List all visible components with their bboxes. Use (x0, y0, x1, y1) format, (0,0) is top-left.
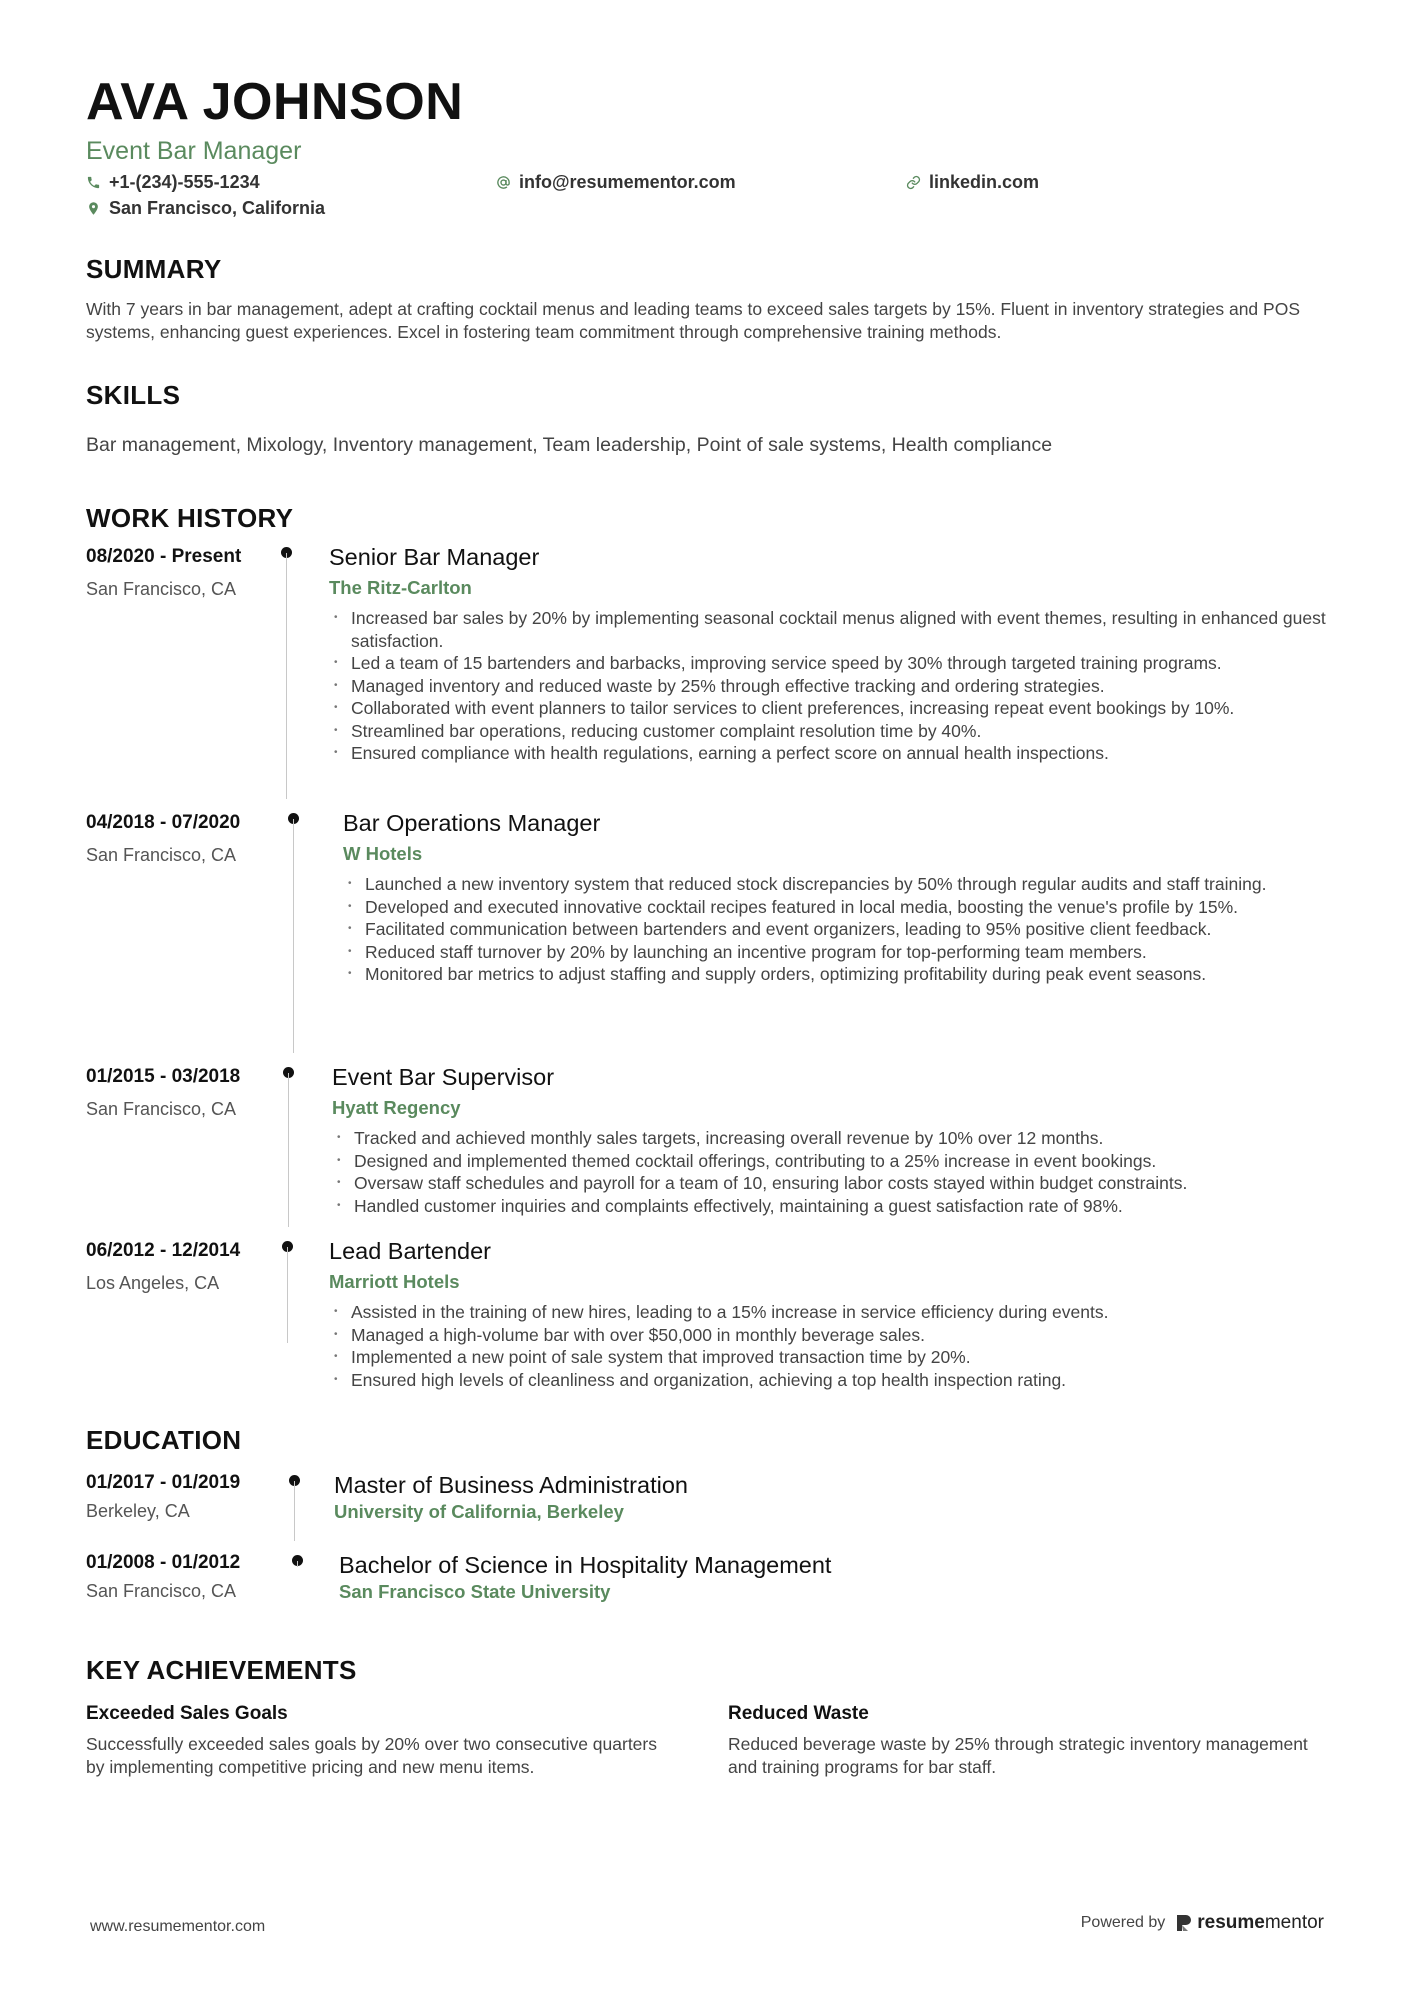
education-school: University of California, Berkeley (334, 1501, 624, 1522)
job-entry (86, 809, 1326, 1053)
achievement-text: Successfully exceeded sales goals by 20% over two consecutive quarters by implementing competitive pricing and new menu items. (86, 1734, 657, 1777)
job-dates: 08/2020 - Present (86, 546, 242, 567)
timeline (294, 1471, 334, 1537)
timeline (287, 1237, 329, 1387)
achievement-text: Reduced beverage waste by 25% through strategic inventory management and training programs for bar staff. (728, 1734, 1308, 1777)
job-bullet: • Designed and implemented themed cocktail offerings, contributing to a 25% increase in event bookings. (332, 1150, 1326, 1173)
job-bullet: • Managed a high-volume bar with over $50,000 in monthly beverage sales. (329, 1324, 1326, 1347)
job-bullet: • Ensured high levels of cleanliness and organization, achieving a top health inspection rating. (329, 1369, 1326, 1392)
job-role: Senior Bar Manager (329, 544, 540, 570)
job-bullet: • Collaborated with event planners to tailor services to client preferences, increasing repeat event bookings by 10%. (329, 697, 1326, 720)
education-degree: Master of Business Administration (334, 1472, 688, 1498)
education-dates: 01/2008 - 01/2012 (86, 1552, 241, 1573)
achievement-title: Reduced Waste (728, 1703, 869, 1724)
job-bullet: • Reduced staff turnover by 20% by launching an incentive program for top-performing team members. (343, 941, 1326, 964)
job-company: Marriott Hotels (329, 1271, 460, 1292)
education-location: San Francisco, CA (86, 1581, 237, 1601)
skills-text: Bar management, Mixology, Inventory management, Team leadership, Point of sale systems, Health compliance (86, 434, 1053, 456)
job-role: Event Bar Supervisor (332, 1064, 555, 1090)
linkedin-text: linkedin.com (929, 172, 1040, 192)
job-bullets (343, 873, 1326, 986)
job-location: San Francisco, CA (86, 845, 237, 865)
phone-text: +1-(234)-555-1234 (109, 172, 260, 192)
link-icon (906, 175, 921, 190)
timeline-line (293, 819, 294, 1053)
job-entry (86, 1063, 1326, 1227)
job-bullets (332, 1127, 1326, 1217)
education-school: San Francisco State University (339, 1581, 611, 1602)
job-bullet: • Implemented a new point of sale system that improved transaction time by 20%. (329, 1346, 1326, 1369)
job-bullet: • Oversaw staff schedules and payroll for a team of 10, ensuring labor costs stayed within budget constraints. (332, 1172, 1326, 1195)
location-text: San Francisco, California (109, 198, 326, 218)
job-bullet: • Monitored bar metrics to adjust staffing and supply orders, optimizing profitability during peak event seasons. (343, 963, 1326, 986)
timeline-line (287, 1247, 288, 1343)
footer-brand (1081, 1912, 1324, 1934)
education-heading: EDUCATION (86, 1425, 242, 1455)
achievements-heading: KEY ACHIEVEMENTS (86, 1655, 357, 1685)
skills-section (86, 380, 1326, 457)
job-company: Hyatt Regency (332, 1097, 461, 1118)
job-bullet: • Managed inventory and reduced waste by 25% through effective tracking and ordering strategies. (329, 675, 1326, 698)
job-bullet: • Tracked and achieved monthly sales targets, increasing overall revenue by 10% over 12 months. (332, 1127, 1326, 1150)
contact-phone (86, 172, 260, 193)
job-entry (86, 1237, 1326, 1390)
timeline (288, 1063, 332, 1227)
timeline-line (288, 1073, 289, 1227)
job-location: San Francisco, CA (86, 1099, 237, 1119)
contact-linkedin[interactable] (906, 172, 1039, 193)
job-company: The Ritz-Carlton (329, 577, 472, 598)
job-entry (86, 543, 1326, 799)
skills-heading: SKILLS (86, 380, 181, 410)
job-bullets (329, 1301, 1326, 1391)
candidate-name: AVA JOHNSON (86, 73, 464, 131)
job-bullet: • Assisted in the training of new hires, leading to a 15% increase in service efficiency during events. (329, 1301, 1326, 1324)
summary-section (86, 254, 1326, 344)
phone-icon (86, 175, 101, 190)
job-bullet: • Handled customer inquiries and complaints effectively, maintaining a guest satisfaction rate of 98%. (332, 1195, 1326, 1218)
job-dates: 01/2015 - 03/2018 (86, 1066, 241, 1087)
achievements-section (86, 1655, 1326, 1779)
powered-by-text: Powered by (1080, 1914, 1166, 1931)
timeline-line (286, 553, 287, 799)
job-role: Lead Bartender (329, 1238, 492, 1264)
job-bullet: • Ensured compliance with health regulations, earning a perfect score on annual health inspections. (329, 742, 1326, 765)
brand-name-rest: mentor (1264, 1912, 1324, 1933)
job-bullet: • Streamlined bar operations, reducing customer complaint resolution time by 40%. (329, 720, 1326, 743)
brand-name-strong: resume (1197, 1912, 1265, 1933)
email-text: info@resumementor.com (519, 172, 736, 192)
job-bullet: • Developed and executed innovative cocktail recipes featured in local media, boosting the venue's profile by 15%. (343, 896, 1326, 919)
summary-text: With 7 years in bar management, adept at crafting cocktail menus and leading teams to exceed sales targets by 15%. Fluent in inventory strategies and POS systems, enhancing guest experiences. Excel in fostering team commitment through comprehensive training methods. (86, 299, 1300, 342)
timeline (286, 543, 329, 799)
contact-location (86, 198, 325, 219)
job-bullet: • Increased bar sales by 20% by implementing seasonal cocktail menus aligned with event themes, resulting in enhanced guest satisfaction. (329, 607, 1326, 652)
contact-info (86, 172, 1326, 226)
job-location: San Francisco, CA (86, 579, 237, 599)
job-bullet: • Led a team of 15 bartenders and barbacks, improving service speed by 30% through targeted training programs. (329, 652, 1326, 675)
at-sign-icon (496, 175, 511, 190)
candidate-title: Event Bar Manager (86, 137, 302, 165)
job-bullet: • Facilitated communication between bartenders and event organizers, leading to 95% positive client feedback. (343, 918, 1326, 941)
education-entry (86, 1551, 1326, 1611)
education-entry (86, 1471, 1326, 1537)
achievement-item (728, 1703, 1308, 1779)
timeline (293, 809, 343, 1053)
achievement-item (86, 1703, 728, 1779)
job-bullets (329, 607, 1326, 765)
resume-page (86, 72, 1326, 1779)
job-dates: 06/2012 - 12/2014 (86, 1240, 241, 1261)
work-history-section (86, 503, 1326, 1390)
contact-email[interactable] (496, 172, 736, 193)
achievement-title: Exceeded Sales Goals (86, 1703, 288, 1724)
job-company: W Hotels (343, 843, 423, 864)
work-history-heading: WORK HISTORY (86, 503, 294, 533)
brand-logo[interactable] (1175, 1912, 1324, 1934)
job-location: Los Angeles, CA (86, 1273, 220, 1293)
education-dates: 01/2017 - 01/2019 (86, 1472, 241, 1493)
timeline (297, 1551, 339, 1611)
education-section (86, 1425, 1326, 1611)
location-pin-icon (86, 201, 101, 216)
summary-heading: SUMMARY (86, 254, 222, 284)
timeline-line (294, 1481, 295, 1541)
education-location: Berkeley, CA (86, 1501, 190, 1521)
job-dates: 04/2018 - 07/2020 (86, 812, 241, 833)
job-role: Bar Operations Manager (343, 810, 601, 836)
timeline-line (297, 1561, 298, 1567)
footer-url[interactable]: www.resumementor.com (90, 1918, 266, 1935)
resumementor-logo-icon (1175, 1913, 1193, 1933)
education-degree: Bachelor of Science in Hospitality Management (339, 1552, 832, 1578)
job-bullet: • Launched a new inventory system that reduced stock discrepancies by 50% through regular audits and staff training. (343, 873, 1326, 896)
